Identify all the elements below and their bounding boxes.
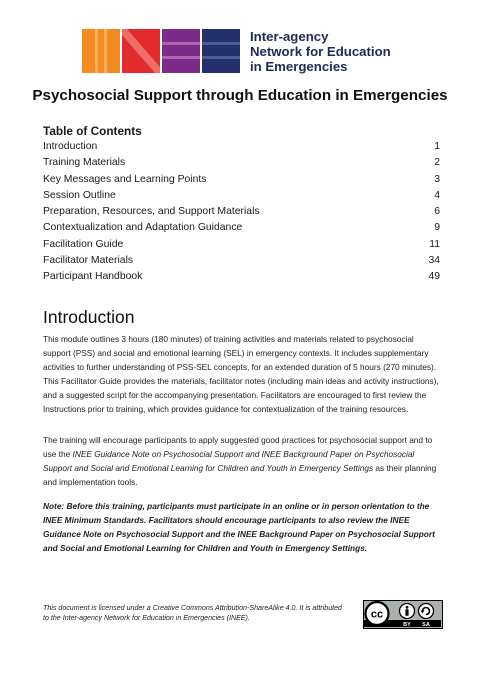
logo-block-purple — [162, 29, 200, 73]
toc-item-page: 9 — [434, 222, 440, 234]
logo-wordmark — [250, 29, 391, 74]
toc-item[interactable] — [43, 188, 440, 204]
toc-item-page: 4 — [434, 189, 440, 201]
logo-line-3: in Emergencies — [250, 59, 348, 74]
toc-item-label: Participant Handbook — [43, 271, 143, 283]
toc-item-label: Training Materials — [43, 157, 126, 169]
toc-item[interactable] — [43, 204, 440, 220]
inee-logo — [82, 29, 391, 73]
by-person-icon — [400, 604, 415, 619]
toc-item-label: Facilitation Guide — [43, 238, 124, 250]
toc-item[interactable] — [43, 237, 440, 253]
toc-item-label: Facilitator Materials — [43, 255, 134, 267]
logo-block-orange — [82, 29, 120, 73]
toc-item-page: 34 — [428, 255, 440, 267]
p2-text-start: The training will encourage participants to apply suggested good practices for psychosocial support and to use the — [43, 435, 433, 459]
logo-line-2: Network for Education — [250, 44, 391, 59]
toc-item-page: 11 — [429, 238, 440, 250]
toc-item-label: Contextualization and Adaptation Guidance — [43, 222, 243, 234]
by-label: BY — [403, 622, 411, 627]
intro-paragraph-1: This module outlines 3 hours (180 minutes) of training activities and materials related to psychosocial support (PSS) and social and emotional learning (SEL) in emergency contexts. It includes supplementary activities to further understanding of PSS-SEL concepts, for an extended duration of 5 hours (270 minutes). This Facilitator Guide provides the materials, facilitator notes (including main ideas and activity instructions), and a suggested script for the accompanying presentation. Facilitators are encouraged to first review the Instructions prior to training, which provides guidance for contextualization of the training resources. — [43, 334, 439, 414]
toc-item-page: 2 — [434, 157, 440, 169]
toc-item-label: Introduction — [43, 141, 98, 152]
toc-item[interactable] — [43, 139, 440, 155]
cc-by-sa-badge[interactable] — [363, 600, 443, 629]
intro-paragraph-2 — [43, 434, 441, 490]
intro-note-paragraph: Note: Before this training, participants must participate in an online or in person orientation to the INEE Minimum Standards. Facilitators should encourage participants to also review the INEE Guidance Note on Psychosocial Support and the INEE Background Paper on Psychosocial Support and Social and Emotional Learning for Children and Youth in Emergency Settings. — [43, 501, 435, 553]
sa-share-alike-icon — [419, 604, 434, 619]
logo-block-red — [122, 29, 160, 73]
toc-item-label: Session Outline — [43, 189, 116, 201]
toc-item[interactable] — [43, 220, 440, 236]
p2-text-end: as their planning and implementation tools. — [43, 462, 437, 487]
license-notice: This document is licensed under a Creative Commons Attribution-ShareAlike 4.0. It is attributed to the Inter-agency Network for Education in Emergencies (INEE). — [43, 604, 342, 622]
toc-item[interactable] — [43, 155, 440, 171]
cc-badge-graphic — [364, 601, 441, 627]
toc-item-page: 3 — [434, 173, 440, 185]
document-title: Psychosocial Support through Education in Emergencies — [32, 87, 448, 104]
sa-label: SA — [422, 622, 430, 627]
toc-item[interactable] — [43, 172, 440, 188]
logo-color-blocks — [82, 29, 240, 73]
logo-block-navy — [202, 29, 240, 73]
toc-item[interactable] — [43, 253, 440, 269]
p2-italic-references: INEE Guidance Note on Psychosocial Support and INEE Background Paper on Psychosocial Support and Social and Emotional Learning for Children and Youth in Emergency Settings — [43, 448, 415, 473]
section-heading-introduction: Introduction — [43, 307, 135, 327]
toc-item-page: 49 — [428, 271, 440, 283]
cc-letters: cc — [370, 608, 384, 621]
toc-item-page: 1 — [434, 141, 440, 152]
logo-line-1: Inter-agency — [250, 29, 329, 44]
toc-item-label: Preparation, Resources, and Support Materials — [43, 206, 260, 218]
toc-heading: Table of Contents — [43, 124, 142, 138]
toc-item[interactable] — [43, 269, 440, 285]
toc-item-page: 6 — [434, 206, 440, 218]
toc-item-label: Key Messages and Learning Points — [43, 173, 207, 185]
table-of-contents — [43, 139, 440, 286]
